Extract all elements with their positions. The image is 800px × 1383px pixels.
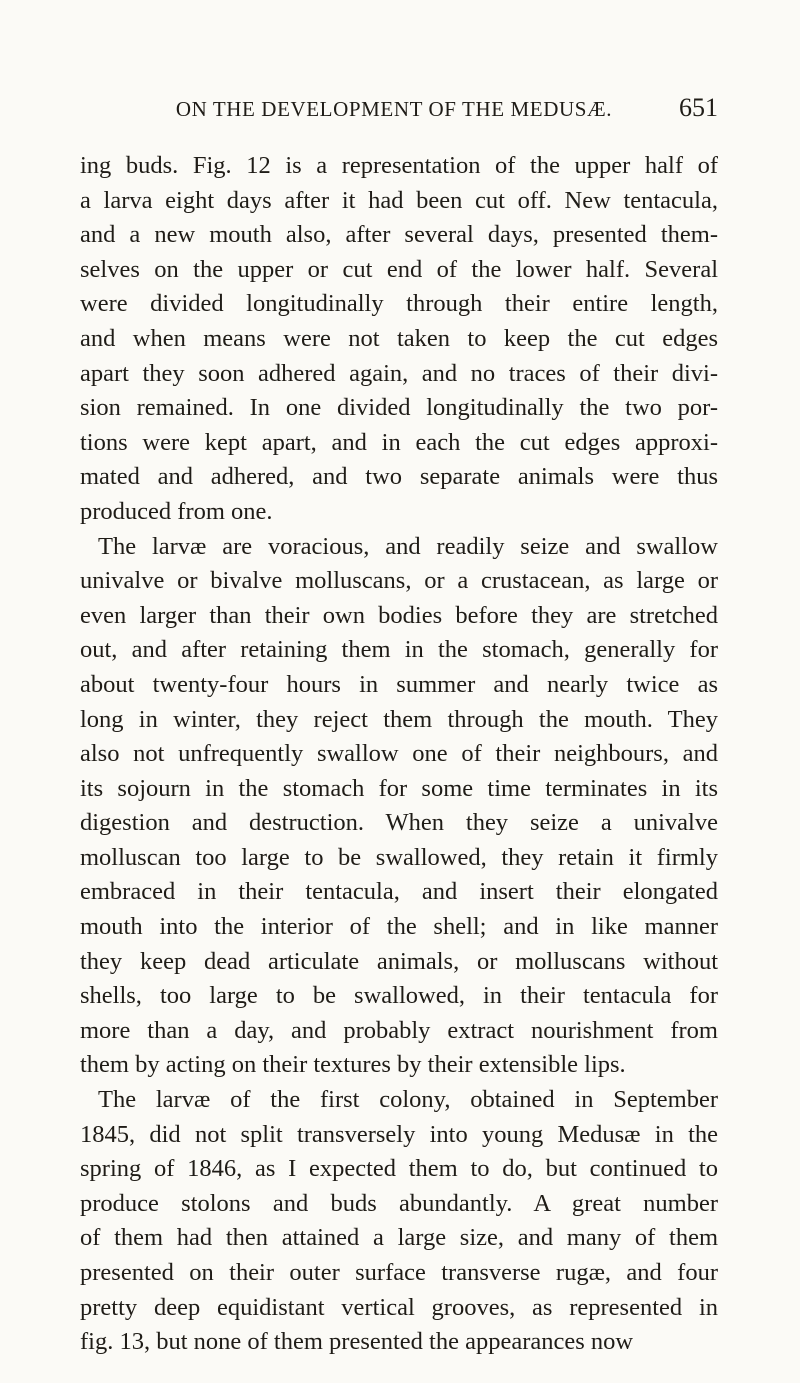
text-line: presented on their outer surface transverse rugæ, and four — [80, 1259, 718, 1286]
text-line: selves on the upper or cut end of the lower half. Several — [80, 255, 718, 283]
text-line: were divided longitudinally through their entire length, — [80, 290, 718, 318]
text-line: of them had then attained a large size, and many of them — [80, 1224, 718, 1252]
text-line: its sojourn in the stomach for some time terminates in its — [80, 774, 718, 802]
text-line: spring of 1846, as I expected them to do, but continued to — [80, 1155, 718, 1183]
text-line: apart they soon adhered again, and no traces of their divi- — [80, 359, 718, 387]
text-line: digestion and destruction. When they seize a univalve — [80, 809, 718, 837]
text-line: The larvæ are voracious, and readily seize and swallow — [98, 532, 718, 560]
text-line: mated and adhered, and two separate animals were thus — [80, 463, 718, 491]
body-text — [80, 149, 718, 1360]
text-line: molluscan too large to be swallowed, they retain it firmly — [80, 843, 718, 871]
text-line: even larger than their own bodies before they are stretched — [80, 601, 718, 629]
text-line: 1845, did not split transversely into young Medusæ in the — [80, 1120, 718, 1148]
text-line: univalve or bivalve molluscans, or a crustacean, as large or — [80, 567, 718, 595]
text-line: sion remained. In one divided longitudinally the two por- — [80, 394, 718, 422]
text-line: a larva eight days after it had been cut off. New tentacula, — [80, 186, 718, 214]
running-head — [80, 93, 718, 133]
text-line: shells, too large to be swallowed, in their tentacula for — [80, 982, 718, 1010]
text-line: long in winter, they reject them through the mouth. They — [80, 705, 718, 733]
text-line: pretty deep equidistant vertical grooves, as represented in — [80, 1293, 718, 1321]
text-line: also not unfrequently swallow one of their neighbours, and — [80, 740, 718, 768]
paragraph — [80, 530, 718, 1084]
text-line: fig. 13, but none of them presented the appearances now — [80, 1328, 634, 1356]
paragraph — [80, 1083, 718, 1360]
paragraph — [80, 149, 718, 530]
text-line: ing buds. Fig. 12 is a representation of the upper half of — [80, 152, 718, 179]
running-title: ON THE DEVELOPMENT OF THE MEDUSÆ. — [175, 97, 613, 121]
text-line: produce stolons and buds abundantly. A great number — [80, 1189, 718, 1217]
text-line: about twenty-four hours in summer and nearly twice as — [80, 670, 718, 698]
text-line: more than a day, and probably extract nourishment from — [80, 1016, 718, 1044]
text-line: produced from one. — [80, 497, 273, 525]
text-line: embraced in their tentacula, and insert their elongated — [80, 878, 718, 906]
text-line: The larvæ of the first colony, obtained in September — [98, 1086, 718, 1114]
text-line: and when means were not taken to keep the cut edges — [80, 324, 718, 352]
book-page — [80, 93, 718, 1360]
text-line: mouth into the interior of the shell; and in like manner — [80, 913, 718, 941]
page-number: 651 — [679, 93, 718, 122]
text-line: out, and after retaining them in the stomach, generally for — [80, 636, 718, 664]
text-line: tions were kept apart, and in each the cut edges approxi- — [80, 428, 718, 456]
text-line: they keep dead articulate animals, or molluscans without — [80, 947, 718, 975]
text-line: them by acting on their textures by their extensible lips. — [80, 1051, 626, 1079]
text-line: and a new mouth also, after several days, presented them- — [80, 221, 718, 249]
